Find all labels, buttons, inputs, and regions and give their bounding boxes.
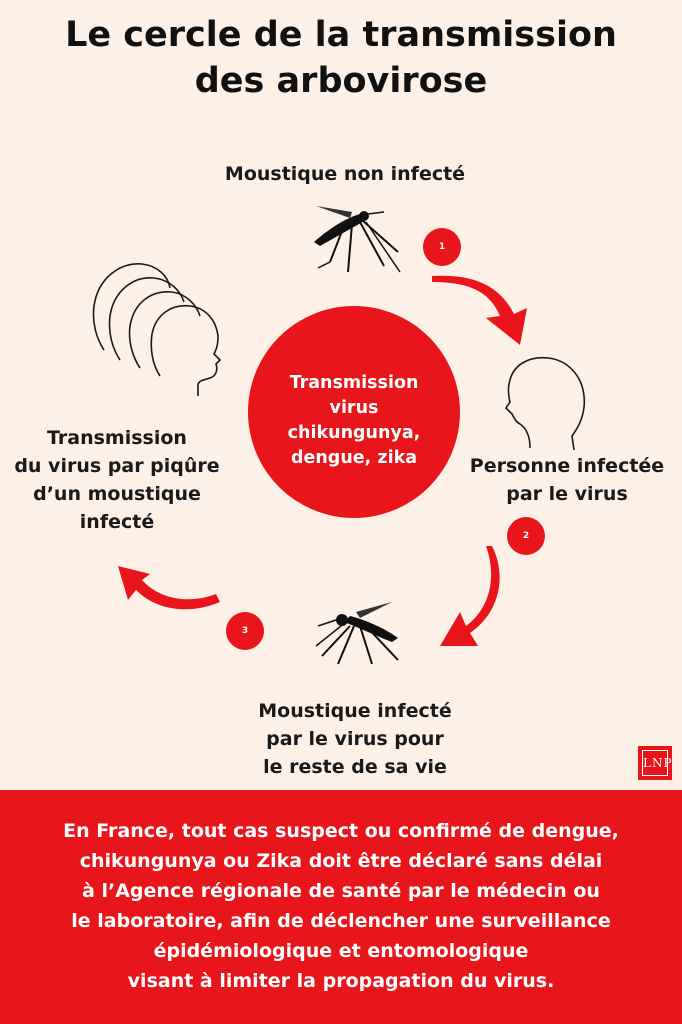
step-1-badge: 1 [423,228,461,266]
step1-label: Moustique non infecté [224,163,466,185]
curved-arrow-icon [432,276,527,345]
step-3-badge: 3 [226,612,264,650]
heads-group-icon [93,264,220,396]
step2-label: Personne infectée par le virus [469,455,665,505]
logo-text: LNP [642,750,668,776]
step3-label: Moustique infecté par le virus pour le reste de sa vie [258,700,452,778]
footer-text: En France, tout cas suspect ou confirmé de dengue, chikungunya ou Zika doit être déclaré sans délai à l’Agence régionale de santé par le médecin ou le laboratoire, afin de déclencher une surveillance épidémiologique et entomologique visant à limiter la propagation du virus. [63,820,619,992]
brand-logo [638,746,672,780]
mosquito-icon [314,206,400,272]
center-text: Transmission virus chikungunya, dengue, zika [287,373,421,468]
step-2-badge: 2 [507,517,545,555]
page-title: Le cercle de la transmission des arbovirose [65,15,617,101]
curved-arrow-icon [440,546,500,646]
head-profile-icon [506,358,584,450]
curved-arrow-icon [118,566,220,609]
step4-label: Transmission du virus par piqûre d’un moustique infecté [14,427,220,533]
mosquito-icon [316,602,398,664]
